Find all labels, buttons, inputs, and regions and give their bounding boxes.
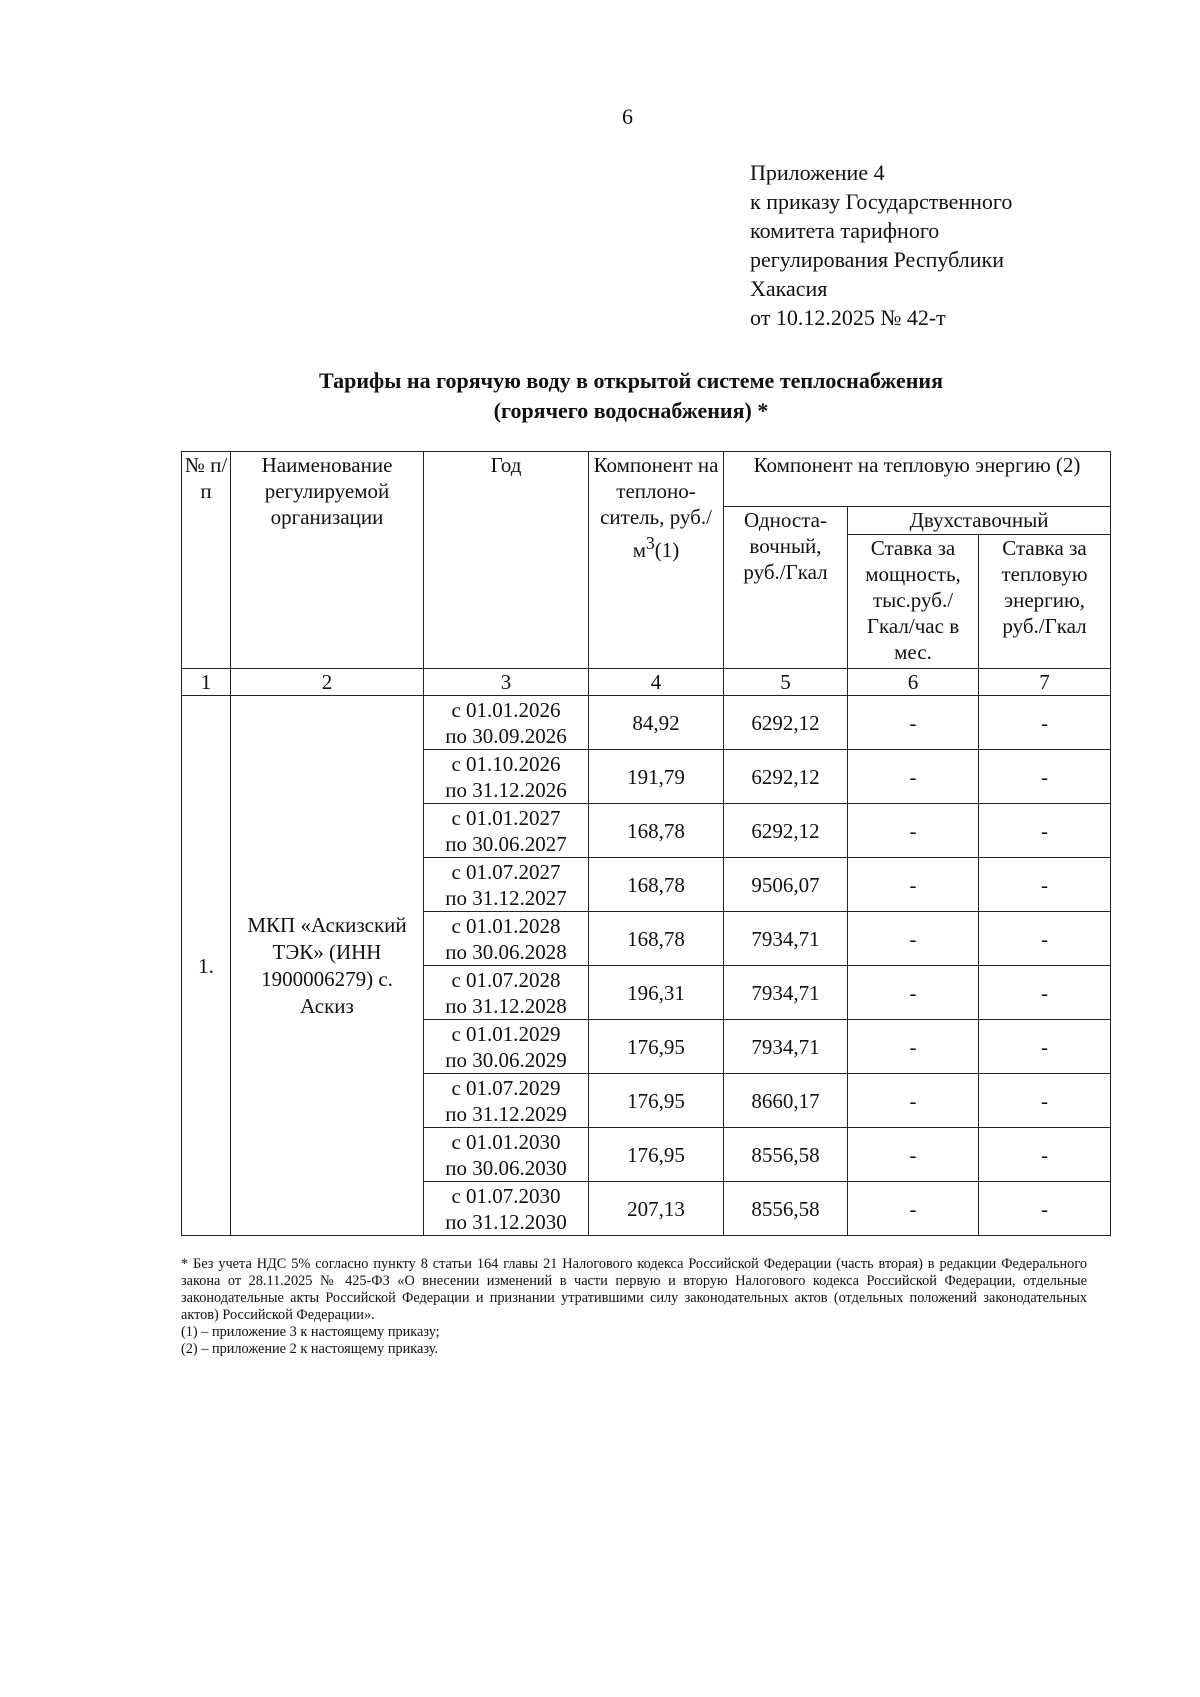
period-from: с 01.07.2027 xyxy=(451,859,561,884)
carrier-value: 168,78 xyxy=(589,912,724,966)
period-from: с 01.01.2028 xyxy=(451,913,561,938)
row-index: 1. xyxy=(182,696,231,1236)
capacity-value: - xyxy=(848,858,979,912)
carrier-value: 176,95 xyxy=(589,1074,724,1128)
capacity-value: - xyxy=(848,966,979,1020)
title-line-1: Тарифы на горячую воду в открытой системе теплоснабжения xyxy=(318,368,943,393)
period-from: с 01.01.2030 xyxy=(451,1129,561,1154)
title-line-2: (горячего водоснабжения) * xyxy=(493,398,769,423)
capacity-value: - xyxy=(848,1074,979,1128)
carrier-value: 176,95 xyxy=(589,1020,724,1074)
period-to: по 31.12.2026 xyxy=(445,777,567,802)
single-rate-value: 6292,12 xyxy=(724,750,848,804)
carrier-value: 84,92 xyxy=(589,696,724,750)
period-to: по 31.12.2028 xyxy=(445,993,567,1018)
energy-value: - xyxy=(979,1182,1111,1236)
header-carrier-text: Компонент на теплоно-ситель, руб./м xyxy=(593,453,719,562)
period-cell xyxy=(424,1182,589,1236)
carrier-value: 168,78 xyxy=(589,858,724,912)
header-year: Год xyxy=(424,452,589,669)
header-heat-component: Компонент на тепловую энергию (2) xyxy=(724,452,1111,507)
single-rate-value: 8660,17 xyxy=(724,1074,848,1128)
energy-value: - xyxy=(979,1020,1111,1074)
single-rate-value: 6292,12 xyxy=(724,804,848,858)
document-title xyxy=(0,366,1200,426)
annex-line: регулирования Республики xyxy=(750,247,1004,272)
header-energy-rate: Ставка за тепловую энергию, руб./Гкал xyxy=(979,535,1111,669)
column-number: 2 xyxy=(231,669,424,696)
page-number: 6 xyxy=(622,104,633,129)
header-double-rate: Двухставочный xyxy=(848,507,1111,535)
period-to: по 31.12.2027 xyxy=(445,885,567,910)
energy-value: - xyxy=(979,750,1111,804)
carrier-value: 191,79 xyxy=(589,750,724,804)
period-cell xyxy=(424,804,589,858)
annex-block xyxy=(750,158,1012,332)
period-cell xyxy=(424,1020,589,1074)
header-organization: Наименование регулируемой организации xyxy=(231,452,424,669)
energy-value: - xyxy=(979,804,1111,858)
header-carrier-suffix: (1) xyxy=(654,538,680,562)
annex-line: Хакасия xyxy=(750,276,828,301)
column-number: 3 xyxy=(424,669,589,696)
energy-value: - xyxy=(979,1128,1111,1182)
period-to: по 30.09.2026 xyxy=(445,723,567,748)
table-row xyxy=(182,696,1111,750)
capacity-value: - xyxy=(848,1182,979,1236)
period-from: с 01.07.2029 xyxy=(451,1075,561,1100)
period-to: по 30.06.2027 xyxy=(445,831,567,856)
period-to: по 30.06.2028 xyxy=(445,939,567,964)
carrier-value: 176,95 xyxy=(589,1128,724,1182)
carrier-value: 168,78 xyxy=(589,804,724,858)
column-number: 1 xyxy=(182,669,231,696)
single-rate-value: 7934,71 xyxy=(724,966,848,1020)
annex-line: комитета тарифного xyxy=(750,218,940,243)
single-rate-value: 8556,58 xyxy=(724,1182,848,1236)
header-carrier-sup: 3 xyxy=(646,533,655,553)
header-carrier-component xyxy=(589,452,724,669)
header-num: № п/п xyxy=(182,452,231,669)
carrier-value: 207,13 xyxy=(589,1182,724,1236)
column-number: 4 xyxy=(589,669,724,696)
header-capacity-rate: Ставка за мощность, тыс.руб./Гкал/час в мес. xyxy=(848,535,979,669)
period-cell xyxy=(424,1128,589,1182)
annex-line: к приказу Государственного xyxy=(750,189,1013,214)
single-rate-value: 6292,12 xyxy=(724,696,848,750)
capacity-value: - xyxy=(848,912,979,966)
period-cell xyxy=(424,966,589,1020)
single-rate-value: 7934,71 xyxy=(724,1020,848,1074)
period-cell xyxy=(424,1074,589,1128)
column-number: 6 xyxy=(848,669,979,696)
single-rate-value: 9506,07 xyxy=(724,858,848,912)
period-to: по 30.06.2029 xyxy=(445,1047,567,1072)
period-cell xyxy=(424,750,589,804)
period-to: по 30.06.2030 xyxy=(445,1155,567,1180)
single-rate-value: 8556,58 xyxy=(724,1128,848,1182)
footnote-vat: * Без учета НДС 5% согласно пункту 8 статьи 164 главы 21 Налогового кодекса Российской Федерации (часть вторая) в редакции Федерального закона от 28.11.2025 № 425-ФЗ «О внесении изменений в части первую и вторую Налогового кодекса Российской Федерации, отдельные законодательные акты Российской Федерации и признании утратившими силу законодательных актов (отдельных положений законодательных актов) Российской Федерации». xyxy=(181,1256,1087,1323)
capacity-value: - xyxy=(848,1020,979,1074)
period-from: с 01.07.2028 xyxy=(451,967,561,992)
period-cell xyxy=(424,858,589,912)
energy-value: - xyxy=(979,966,1111,1020)
energy-value: - xyxy=(979,696,1111,750)
period-cell xyxy=(424,696,589,750)
column-number: 7 xyxy=(979,669,1111,696)
tariffs-table xyxy=(181,451,1111,1236)
energy-value: - xyxy=(979,858,1111,912)
period-from: с 01.10.2026 xyxy=(451,751,561,776)
period-to: по 31.12.2030 xyxy=(445,1209,567,1234)
header-single-rate: Односта-вочный, руб./Гкал xyxy=(724,507,848,669)
carrier-value: 196,31 xyxy=(589,966,724,1020)
energy-value: - xyxy=(979,912,1111,966)
capacity-value: - xyxy=(848,750,979,804)
period-from: с 01.01.2029 xyxy=(451,1021,561,1046)
period-from: с 01.07.2030 xyxy=(451,1183,561,1208)
footnote-2: (2) – приложение 2 к настоящему приказу. xyxy=(181,1341,438,1357)
column-number: 5 xyxy=(724,669,848,696)
footnote-1: (1) – приложение 3 к настоящему приказу; xyxy=(181,1324,440,1340)
capacity-value: - xyxy=(848,804,979,858)
footnotes xyxy=(181,1256,1087,1358)
period-to: по 31.12.2029 xyxy=(445,1101,567,1126)
period-from: с 01.01.2027 xyxy=(451,805,561,830)
capacity-value: - xyxy=(848,1128,979,1182)
period-cell xyxy=(424,912,589,966)
annex-line: от 10.12.2025 № 42-т xyxy=(750,305,946,330)
period-from: с 01.01.2026 xyxy=(451,697,561,722)
organization-name: МКП «Аскизский ТЭК» (ИНН 1900006279) с. Аскиз xyxy=(231,696,424,1236)
energy-value: - xyxy=(979,1074,1111,1128)
single-rate-value: 7934,71 xyxy=(724,912,848,966)
capacity-value: - xyxy=(848,696,979,750)
annex-line: Приложение 4 xyxy=(750,160,885,185)
